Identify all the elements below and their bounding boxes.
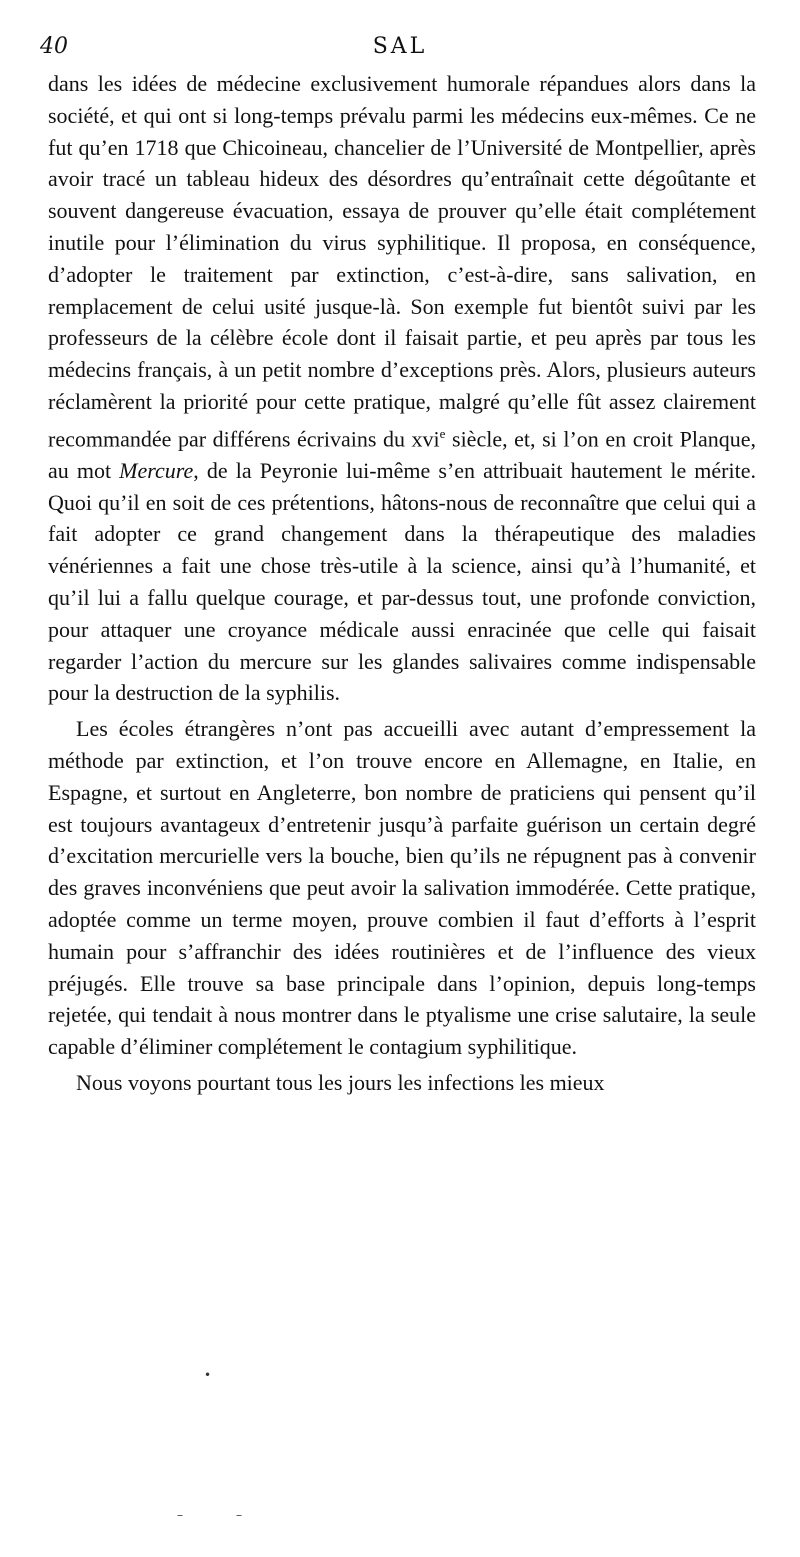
paragraph-1-text-b: siècle, et, si l’on en croit Planque, au mot: [48, 426, 756, 483]
paragraph-1: [48, 68, 756, 709]
page-header: [40, 34, 760, 64]
paragraph-1-text-c: , de la Peyronie lui-même s’en attribuait hautement le mérite. Quoi qu’il en soit de ces prétentions, hâtons-nous de reconnaître que celui qui a fait adopter ce grand changement dans la thérapeutique des maladies vénériennes a fait une chose très-utile à la science, ainsi qu’à l’humanité, et qu’il lui a fallu quelque courage, et par-dessus tout, une profonde conviction, pour attaquer une croyance médicale aussi enracinée que celle qui faisait regarder l’action du mercure sur les glandes salivaires comme indispensable pour la destruction de la syphilis.: [48, 457, 756, 706]
page-number: 40: [40, 34, 68, 59]
century-superscript: e: [439, 425, 446, 441]
body-text: [48, 68, 756, 1099]
running-head: SAL: [372, 34, 428, 59]
ink-speck: •: [204, 1368, 212, 1382]
paragraph-1-text-a: dans les idées de médecine exclusivement humorale répandues alors dans la société, et qui ont si long-temps prévalu parmi les médecins eux-mêmes. Ce ne fut qu’en 1718 que Chicoineau, chancelier de l’Université de Montpellier, après avoir tracé un tableau hideux des désordres qu’entraînait cette dégoûtante et souvent dangereuse évacuation, essaya de prouver qu’elle était complétement inutile pour l’élimination du virus syphilitique. Il proposa, en conséquence, d’adopter le traitement par extinction, c’est-à-dire, sans salivation, en remplacement de celui usité jusque-là. Son exemple fut bientôt suivi par les professeurs de la célèbre école dont il faisait partie, et peu après par tous les médecins français, à un petit nombre d’exceptions près. Alors, plusieurs auteurs réclamèrent la priorité pour cette pratique, malgré qu’elle fût assez clairement recommandée par différens écrivains du xvi: [48, 71, 756, 452]
italic-term: Mercure: [119, 457, 194, 483]
paragraph-3: Nous voyons pourtant tous les jours les infections les mieux: [76, 1070, 605, 1096]
ink-dash-1: –: [177, 1508, 183, 1522]
ink-dash-2: –: [236, 1508, 242, 1522]
paragraph-2: Les écoles étrangères n’ont pas accueilli avec autant d’empressement la méthode par extinction, et l’on trouve encore en Allemagne, en Italie, en Espagne, et surtout en Angleterre, bon nombre de praticiens qui pensent qu’il est toujours avantageux d’entretenir jusqu’à parfaite guérison un certain degré d’excitation mercurielle vers la bouche, bien qu’ils ne répugnent pas à convenir des graves inconvéniens que peut avoir la salivation immodérée. Cette pratique, adoptée comme un terme moyen, prouve combien il faut d’efforts à l’esprit humain pour s’affranchir des idées routinières et de l’influence des vieux préjugés. Elle trouve sa base principale dans l’opinion, depuis long-temps rejetée, qui tendait à nous montrer dans le ptyalisme une crise salutaire, la seule capable d’éliminer complétement le contagium syphilitique.: [48, 716, 756, 1060]
